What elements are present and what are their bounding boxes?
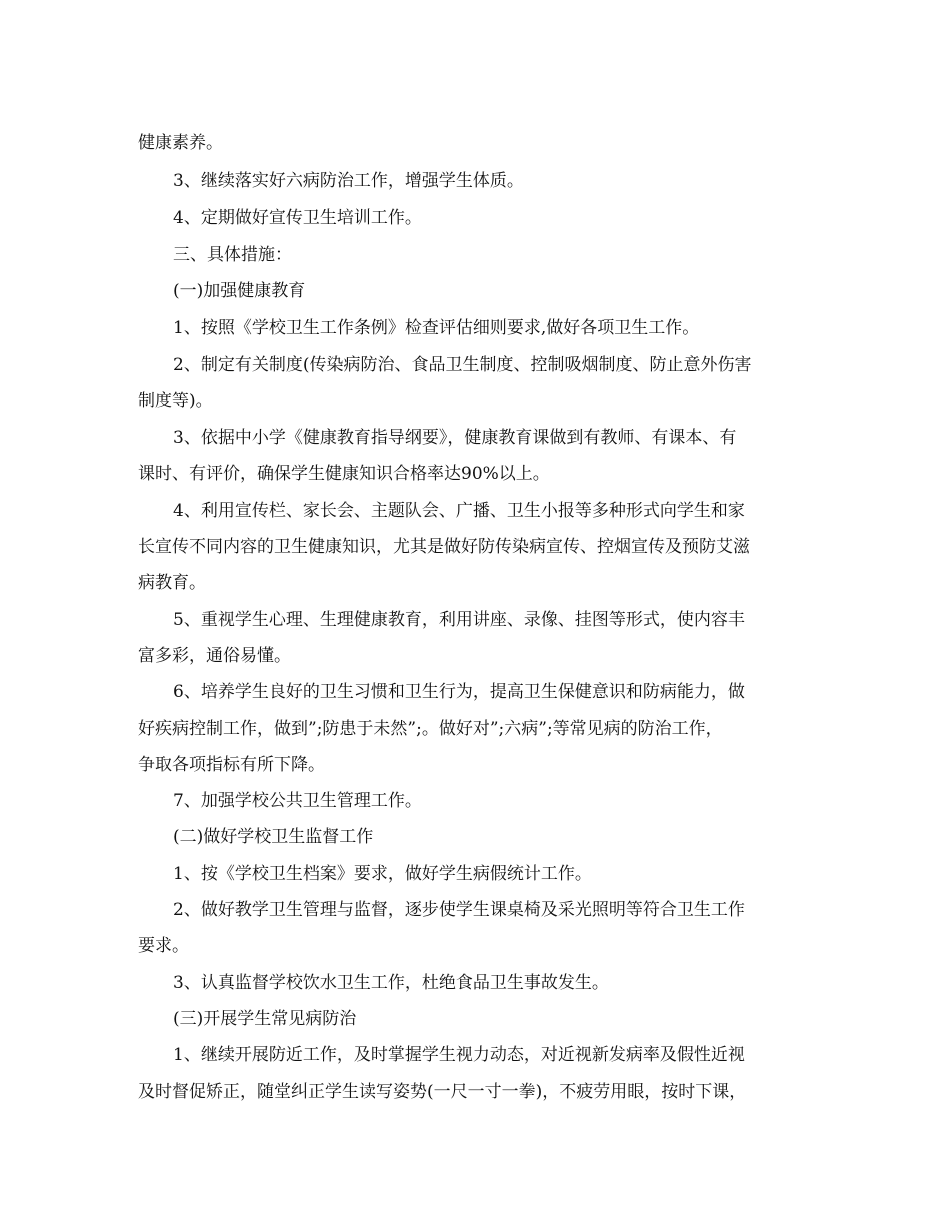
section-heading-measures: 三、具体措施：: [173, 245, 292, 265]
text-line: 病教育。: [138, 573, 206, 593]
text-line: 1、按《学校卫生档案》要求，做好学生病假统计工作。: [173, 864, 592, 884]
text-line: 课时、有评价，确保学生健康知识合格率达90%以上。: [138, 464, 550, 484]
text-line: 2、制定有关制度(传染病防治、食品卫生制度、控制吸烟制度、防止意外伤害: [173, 355, 752, 375]
text-line: 3、依据中小学《健康教育指导纲要》，健康教育课做到有教师、有课本、有: [173, 428, 737, 448]
text-line: 制度等)。: [138, 391, 213, 411]
subsection-heading-health-education: (一)加强健康教育: [173, 281, 306, 301]
text-line: 要求。: [138, 936, 189, 956]
text-line-item-3: 3、继续落实好六病防治工作，增强学生体质。: [173, 171, 524, 191]
text-line: 2、做好教学卫生管理与监督，逐步使学生课桌椅及采光照明等符合卫生工作: [173, 900, 745, 920]
text-line: 4、利用宣传栏、家长会、主题队会、广播、卫生小报等多种形式向学生和家: [173, 501, 745, 521]
text-line: 1、继续开展防近工作，及时掌握学生视力动态，对近视新发病率及假性近视: [173, 1045, 745, 1065]
text-line: 富多彩，通俗易懂。: [138, 646, 291, 666]
text-line: 争取各项指标有所下降。: [138, 755, 325, 775]
text-line-item-4: 4、定期做好宣传卫生培训工作。: [173, 208, 422, 228]
text-line: 3、认真监督学校饮水卫生工作，杜绝食品卫生事故发生。: [173, 973, 609, 993]
text-line: 5、重视学生心理、生理健康教育，利用讲座、录像、挂图等形式，使内容丰: [173, 610, 745, 630]
text-line: 1、按照《学校卫生工作条例》检查评估细则要求,做好各项卫生工作。: [173, 318, 700, 338]
text-line: 6、培养学生良好的卫生习惯和卫生行为，提高卫生保健意识和防病能力，做: [173, 682, 745, 702]
text-line: 7、加强学校公共卫生管理工作。: [173, 791, 422, 811]
text-line-continuation: 健康素养。: [138, 133, 223, 153]
text-line: 好疾病控制工作，做到”;防患于未然”;。做好对”;六病”;等常见病的防治工作，: [138, 719, 723, 739]
text-line: 长宣传不同内容的卫生健康知识，尤其是做好防传染病宣传、控烟宣传及预防艾滋: [138, 537, 750, 557]
text-line: 及时督促矫正，随堂纠正学生读写姿势(一尺一寸一拳)，不疲劳用眼，按时下课，: [138, 1082, 747, 1102]
subsection-heading-supervision: (二)做好学校卫生监督工作: [173, 827, 374, 847]
subsection-heading-disease-prevention: (三)开展学生常见病防治: [173, 1009, 357, 1029]
